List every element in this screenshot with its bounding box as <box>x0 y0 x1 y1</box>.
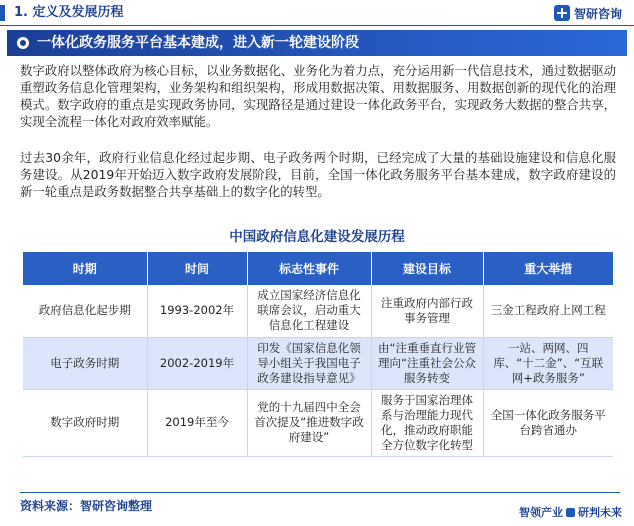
brand-logo-icon <box>554 5 570 21</box>
header-period: 时期 <box>23 252 147 285</box>
cell-goal: 由“注重垂直行业管理向“注重社会公众服务转变 <box>371 337 483 389</box>
circle-icon <box>17 37 29 49</box>
cell-time: 2002-2019年 <box>147 337 247 389</box>
cell-time: 1993-2002年 <box>147 285 247 337</box>
header-event: 标志性事件 <box>247 252 371 285</box>
paragraph-1: 数字政府以整体政府为核心目标，以业务数据化、业务化为着力点，充分运用新一代信息技术，通过数据驱动重塑政务信息化管理架构，业务架构和组织架构，形成用数据决策、用数据服务、用数据创新的现代化的治理模式。数字政府的重点是实现政务协同，实现路径是通过建设一体化政务平台，实现政务大数据的整合共享，实现全流程一体化对政府效率赋能。 <box>20 63 616 129</box>
paragraph-2: 过去30余年，政府行业信息化经过起步期、电子政务两个时期，已经完成了大量的基础设施建设和信息化服务建设。从2019年开始迈入数字政府发展阶段，目前，全国一体化政务服务平台基本建成，数字政府建设的新一轮重点是政务数据整合共享基础上的数字化的转型。 <box>20 150 616 199</box>
cell-event: 印发《国家信息化领导小组关于我国电子政务建设指导意见》 <box>247 337 371 389</box>
source-note: 资料来源：智研咨询整理 <box>20 499 153 513</box>
table-title: 中国政府信息化建设发展历程 <box>229 229 405 245</box>
footer-rule <box>20 492 620 493</box>
cell-period: 数字政府时期 <box>23 389 147 456</box>
cell-goal: 注重政府内部行政事务管理 <box>371 285 483 337</box>
brand-name: 智研咨询 <box>573 6 622 21</box>
header-measures: 重大举措 <box>483 252 613 285</box>
cell-measures: 一站、两网、四库、“十二金”、“互联网+政务服务” <box>483 337 613 389</box>
banner-title: 一体化政务服务平台基本建成，进入新一轮建设阶段 <box>37 35 359 51</box>
development-table <box>23 252 613 457</box>
header-goal: 建设目标 <box>371 252 483 285</box>
section-accent-bar <box>0 5 5 21</box>
slogan-left: 智领产业 <box>519 506 563 519</box>
cell-measures: 三金工程政府上网工程 <box>483 285 613 337</box>
slogan <box>519 504 622 520</box>
cell-goal: 服务于国家治理体系与治理能力现代化，推动政府职能全方位数字化转型 <box>371 389 483 456</box>
header-time: 时间 <box>147 252 247 285</box>
cell-period: 电子政务时期 <box>23 337 147 389</box>
table-row <box>23 389 613 456</box>
header-rule <box>0 25 634 26</box>
section-title: 1. 定义及发展历程 <box>14 5 124 20</box>
banner <box>7 30 627 56</box>
cell-measures: 全国一体化政务服务平台跨省通办 <box>483 389 613 456</box>
table-row <box>23 285 613 337</box>
cell-event: 党的十九届四中全会首次提及“推进数字政府建设” <box>247 389 371 456</box>
cell-period: 政府信息化起步期 <box>23 285 147 337</box>
table-header-row <box>23 252 613 285</box>
brand <box>554 4 622 22</box>
table-row <box>23 337 613 389</box>
slogan-mark-icon <box>566 508 575 517</box>
top-header <box>0 0 634 26</box>
cell-time: 2019年至今 <box>147 389 247 456</box>
slogan-right: 研判未来 <box>578 506 622 519</box>
cell-event: 成立国家经济信息化联席会议，启动重大信息化工程建设 <box>247 285 371 337</box>
